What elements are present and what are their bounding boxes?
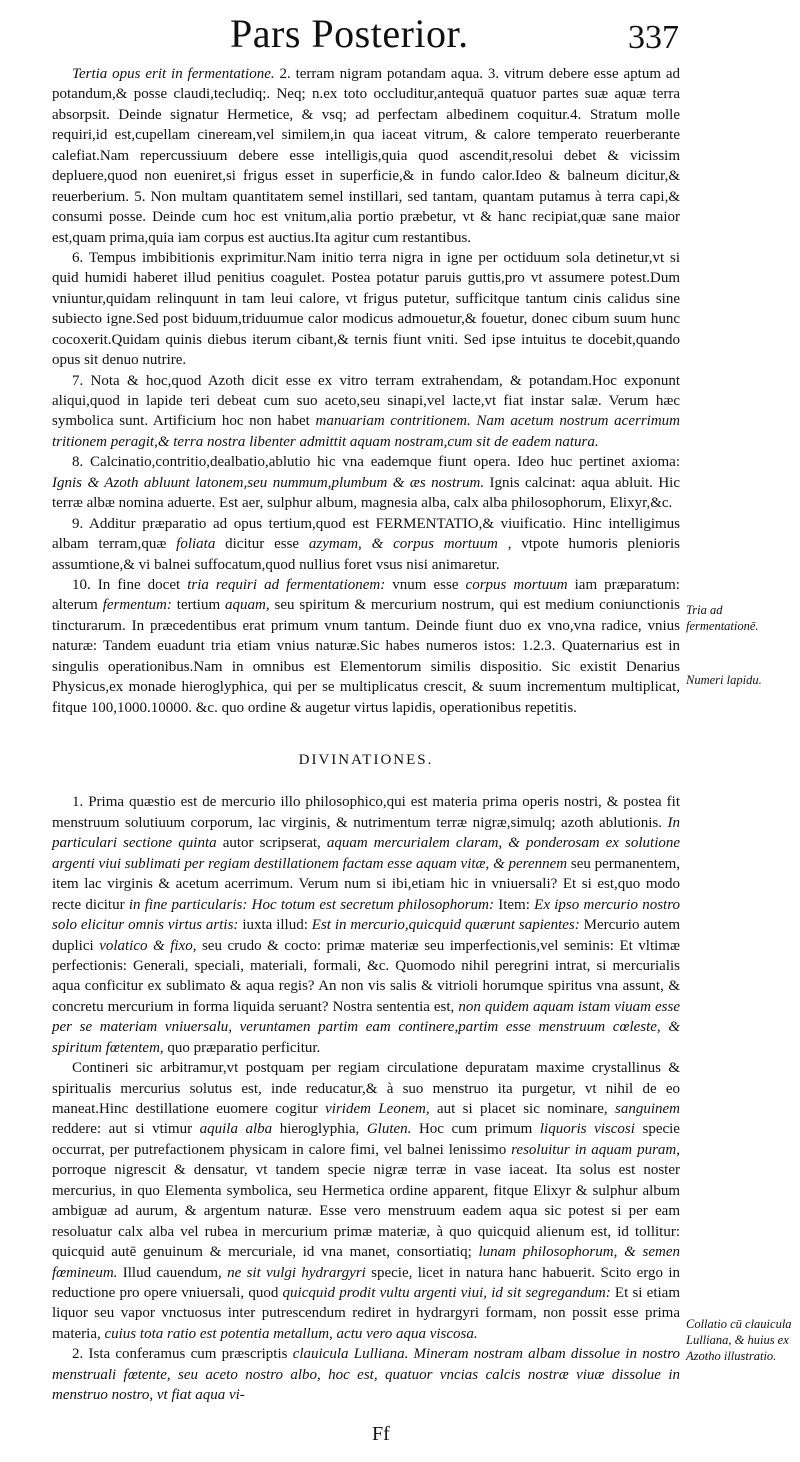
- text-run: Mercurio autem duplici: [52, 917, 680, 954]
- paragraph: [52, 514, 680, 575]
- text-run: dicitur esse: [215, 536, 309, 553]
- italic-text: viridem Leonem,: [325, 1101, 430, 1117]
- text-run: 2. Ista conferamus cum præscriptis: [72, 1346, 293, 1363]
- marginal-note: Collatio cū clauicula Lulliana, & huius ex Azotho illustratio.: [686, 1317, 792, 1363]
- italic-text: quicquid prodit vultu argenti viui, id sit segregandum:: [282, 1284, 611, 1301]
- italic-text: Ex ipso mercurio nostro solo elicitur omnis virtus artis:: [52, 896, 681, 934]
- text-run: , vtpote humoris plenioris assumtione,& vi balnei suffocatum,quod nullius foret vsus nisi animaretur.: [52, 536, 681, 573]
- italic-text: tria requiri ad fermentationem:: [187, 576, 386, 593]
- text-run: 9. Additur præparatio ad opus tertium,quod est FERMENTATIO,& viuificatio. Hinc intelligimus albam terram,quæ: [52, 515, 680, 553]
- text-run: seu spiritum & mercurium nostrum, qui est medium coniunctionis tincturarum. In præcedentibus erat primum vnum tantum. Deinde fiunt duo ex vno,vna radice, vnius naturæ: Tandem euadunt tria etiam vnius naturæ.Sic habes numeros istos: 1.2.3. Quaternarius est in singulis operationibus.Nam in omnibus est Elementorum similis dispositio. Sic existit Denarius Physicus,ex monade hieroglyphica, qui per se multiplicatus crescit, & suum incrementum multiplicat, fitque 100,1000.10000. &c. quo ordine & augetur virtus lapidis, operationibus repetitis.: [52, 597, 680, 716]
- italic-text: Gluten.: [366, 1121, 412, 1138]
- text-run: 2. terram nigram potandam aqua. 3. vitrum debere esse aptum ad potandum,& posse claudi,tecludiq;. Neq; n.ex toto occluditur,antequā quatuor partes suæ aquæ terra absorpsit. Deinde signatur Hermetice, & vsq; ad perfectam albedinem coquitur.4. Stratum molle requiri,id est,cupellam cineream,vel similem,in qua iaceat vitrum, & calore temperato reuerberante calefiat.Nam repercussiuum debere esse intelligis,quia quod ascendit,resolui debet & vicissim depluere,quod non eueniret,si frigus esset in superficie,& in fundo calor.Ideo & balneum dicitur,& reuerberium. 5. Non multam quantitatem semel instillari, sed tantam, quantam putamus à terra capi,& consumi posse. Deinde cum hoc est vnitum,alia portio præbetur, vt & hanc recipiat,quæ sane maior est,quam prima,quia iam corpus est auctius.Ita agitur cum restantibus.: [52, 66, 680, 246]
- italic-text: aquam mercurialem claram, & ponderosam ex solutione argenti viui sublimati per regiam destillationem factam esse aquam vitæ, & perennem: [52, 835, 681, 872]
- italic-text: Tertia opus erit in fermentatione.: [72, 66, 275, 82]
- marginal-note: Numeri lapidu.: [686, 673, 762, 687]
- text-run: autor scripserat,: [216, 835, 327, 852]
- italic-text: azymam, & corpus mortuum: [308, 536, 498, 553]
- italic-text: liquoris viscosi: [539, 1121, 635, 1138]
- signature-mark: Ff: [372, 1423, 390, 1445]
- text-run: 1. Prima quæstio est de mercurio illo philosophico,qui est materia prima operis nostri, & postea fit menstruum solutiuum corporum, lac virginis, & nutrimentum terræ nigræ,simulq; azoth ablutionis.: [52, 794, 680, 831]
- italic-text: manuariam contritionem. Nam acetum nostrum acerrimum tritionem peragit,& terra nostra libenter admittit aquam nostram,cum sit de eadem natura.: [52, 413, 680, 450]
- marginal-note: Tria ad fermentationē.: [686, 603, 759, 633]
- text-run: seu crudo & cocto: primæ materiæ seu imperfectionis,vel seminis: Et vltimæ perfectionis: Generali, speciali, materiali, formali, &c. Quomodo nihil peregrini intrat, si mercurialis aqua conficitur ex sublimato & aqua regis? An non vis salis & vitrioli horumque spiritus vna assunt, & concretu mercurium in forma liquida seruant? Nostra sententia est,: [52, 937, 680, 1015]
- italic-text: clauicula Lulliana. Mineram nostram albam dissolue in nostro menstruali fœtente, seu aceto nostro albo, hoc est, quatuor vncias calcis nostræ viuæ dissolue in menstruo nostro, vt fiat aqua vi-: [52, 1346, 680, 1404]
- text-run: quo præparatio perficitur.: [163, 1039, 321, 1056]
- italic-text: sanguinem: [615, 1101, 680, 1117]
- text-run: specie, licet in natura hanc habuerit. Scito ergo in reductione pro opere vniuersali, quod: [52, 1264, 680, 1301]
- text-run: 6. Tempus imbibitionis exprimitur.Nam initio terra nigra in igne per octiduum sola detinetur,vt si quid humidi haberet illud penitius coagulet. Postea potatur paruis guttis,pro vt assumere potest.Dum vniuntur,quidam relinquunt in tam leui calore, vt frigus putetur, sufficitque tantum cinis calidus sine subiecto igne.Sed post biduum,triduumue calor modicus admouetur,& fouetur, donec cibum suum hunc cocoxerit.Quidam quinis diebus iterum cibant,& ternis fiunt vniti. Sed ipse intuitus te docebit,quando opus sit denuo nutrire.: [52, 249, 680, 369]
- italic-text: ne sit vulgi hydrargyri: [227, 1264, 366, 1281]
- text-run: specie occurrat, per putrefactionem physicam in calore fimi, vel balnei lenissimo: [52, 1121, 680, 1158]
- text-run: tertium: [171, 597, 226, 614]
- italic-text: aquam,: [225, 597, 270, 614]
- text-run: vnum esse: [385, 576, 466, 593]
- text-run: Item:: [493, 896, 535, 913]
- paragraph: [52, 792, 680, 1058]
- italic-text: cuius tota ratio est potentia metallum, actu vero aqua viscosa.: [104, 1325, 478, 1342]
- text-run: 10. In fine docet: [72, 576, 188, 593]
- page-number: 337: [628, 19, 679, 56]
- italic-text: non quidem aquam istam viuam esse per se materiam vniuersalu, veruntamen partim eam continere,partim esse menstruum cœleste, & spiritum fœtentem,: [52, 998, 680, 1056]
- italic-text: fermentum:: [102, 597, 172, 614]
- italic-text: in fine particularis: Hoc totum est secretum philosophorum:: [128, 896, 494, 913]
- paragraph: [52, 1058, 680, 1344]
- italic-text: volatico & fixo,: [99, 937, 197, 954]
- paragraph: [52, 1344, 680, 1405]
- body-text: [52, 64, 680, 1406]
- text-run: Contineri sic arbitramur,vt postquam per regiam circulatione depuratam maxime crystallinus & spiritualis mercurius solutus est, inde reducatur,& à suo menstruo ita purgetur, vt nihil de eo maneat.Hinc destillatione euomere cogitur: [52, 1060, 680, 1117]
- paragraph: [52, 371, 680, 453]
- text-run: aut si placet sic nominare,: [429, 1101, 615, 1117]
- text-run: Illud cauendum,: [117, 1264, 228, 1281]
- text-run: porroque nigrescit & densatur, vt tandem specie nigræ terræ in vase iaceat. Ita solus est noster mercurius, in quo Elementa symbolica, seu Hermetica ordine apparent, fitque Elixyr & sulphur album ambiguæ ad aurum, & argentum naturæ. Esse vero menstruum eadem aqua sic potest si per eam resoluatur calx alba vel rubea in mercurium primæ materiæ, à quo quicquid alienum est, id tollitur: quicquid autē genuinum & mercuriale, id vna manet, consortiatiq;: [52, 1162, 680, 1261]
- paragraph: [52, 452, 680, 513]
- italic-text: lunam philosophorum, & semen fœmineum.: [52, 1244, 680, 1281]
- text-run: Et si etiam liquor seu vapor vnctuosus inter putrescendum rediret in hydrargyri formam, non possit esse prima materia,: [52, 1284, 680, 1342]
- paragraph: [52, 248, 680, 371]
- italic-text: aquila alba: [199, 1121, 273, 1138]
- text-run: iuxta illud:: [238, 917, 312, 934]
- text-run: 7. Nota & hoc,quod Azoth dicit esse ex vitro terram extrahendam, & potandam.Hoc exponunt aliqui,quod in lapide teri debeat cum suo aceto,seu sinapi,vel lacte,vt fiat instar salæ. Verum hæc symbolica sunt. Artificium hoc non habet: [52, 372, 680, 430]
- text-run: seu permanentem, item lac virginis & acetum acerrimum. Verum num si ibi,etiam hic in vniuersali? Et si est,quo modo recte dicitur: [52, 855, 680, 913]
- paragraph: [52, 64, 680, 248]
- running-title: Pars Posterior.: [230, 11, 469, 56]
- italic-text: Est in mercurio,quicquid quærunt sapientes:: [311, 917, 580, 934]
- section-heading: DIVINATIONES.: [298, 752, 434, 768]
- text-run: Hoc cum primum: [411, 1121, 540, 1138]
- text-run: Ignis calcinat: aqua abluit. Hic terræ albæ nomina aduerte. Est aer, sulphur album, magnesia alba, calx alba philosophorum, Elixyr,&c.: [52, 474, 681, 512]
- italic-text: Ignis & Azoth abluunt latonem,seu nummum,plumbum & æs nostrum.: [52, 474, 485, 491]
- text-run: 8. Calcinatio,contritio,dealbatio,ablutio hic vna eademque fiunt opera. Ideo huc pertinet axioma:: [72, 454, 680, 471]
- text-run: iam præparatum: alterum: [52, 576, 680, 614]
- text-run: hieroglyphia,: [272, 1121, 367, 1138]
- text-run: reddere: aut si vtimur: [52, 1121, 200, 1138]
- italic-text: corpus mortuum: [465, 576, 568, 593]
- italic-text: In particulari sectione quinta: [52, 814, 680, 852]
- italic-text: foliata: [176, 536, 216, 553]
- italic-text: resoluitur in aquam puram,: [511, 1141, 680, 1158]
- paragraph: [52, 575, 680, 718]
